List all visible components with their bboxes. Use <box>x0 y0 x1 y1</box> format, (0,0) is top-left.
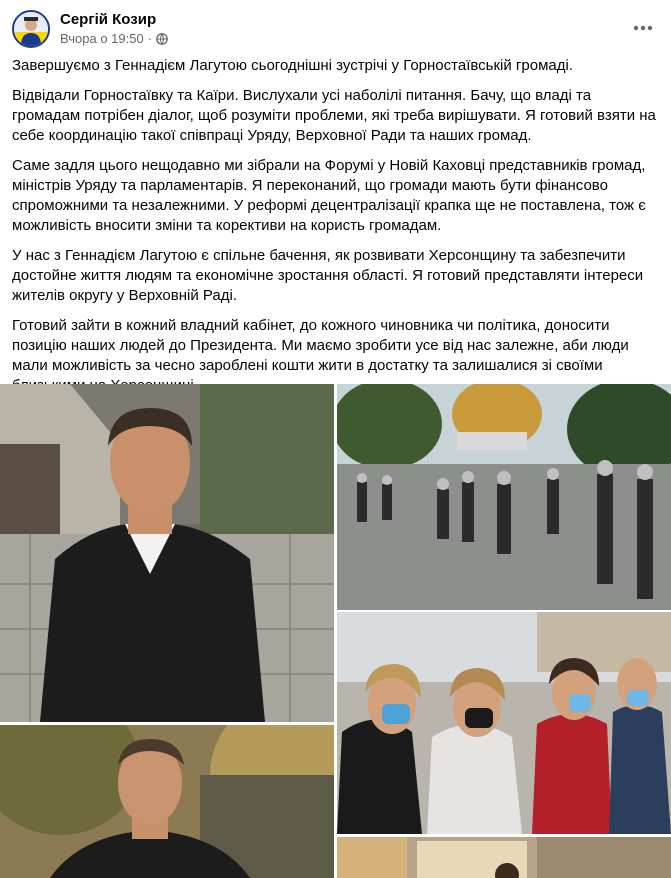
author-name[interactable]: Сергій Козир <box>60 11 157 28</box>
post-paragraph: Готовий зайти в кожний владний кабінет, до кожного чиновника чи політика, доносити позицію наших людей до Президента. Ми маємо зробити усе від нас залежне, аби люди мали можливість за чесно зароблені кошти жити в достатку та залишалися зі своїми <box>12 317 629 374</box>
post-paragraph: У нас з Геннадієм Лагутою є спільне бачення, як розвивати Херсонщину та забезпечити достойне життя людям та економічне зростання області. Я готовий представляти інтереси жителів округу у Верховній Раді. <box>12 247 644 304</box>
post-paragraph: Завершуємо з Геннадієм Лагутою сьогоднішні зустрічі у Горностаївській громаді. <box>12 57 573 74</box>
post-text <box>12 56 660 406</box>
post-meta <box>60 31 168 46</box>
post-paragraph: Відвідали Горностаївку та Каїри. Вислухали усі наболілі питання. Бачу, що владі та громадам потрібен діалог, щоб розуміти проблеми, які треба вирішувати. Я готовий взяти на себе координацію такої співпраці Уряду, Верховної Ради та наших громад. <box>12 87 656 144</box>
avatar[interactable] <box>12 10 50 48</box>
photo-man-black-jacket[interactable] <box>0 384 334 722</box>
photo-women-masks[interactable] <box>337 612 671 834</box>
photo-event-partial[interactable] <box>337 837 671 878</box>
photo-man-portrait[interactable] <box>0 725 334 878</box>
avatar-image <box>14 12 48 46</box>
post-timestamp[interactable]: Вчора о 19:50 <box>60 31 144 46</box>
post-paragraph: Саме задля цього нещодавно ми зібрали на Форумі у Новій Каховці представників громад, міністрів Уряду та парламентарів. Я переконаний, що громади мають бути фінансово спроможними та незалежними. У реформі децентралізації крапка ще не поставлена, тож є можливість вносити зміни та корективи на користь громадам. <box>12 157 646 234</box>
meta-separator: · <box>147 31 153 46</box>
photo-crowd-square[interactable] <box>337 384 671 610</box>
more-horizontal-icon <box>633 25 653 31</box>
more-options-button[interactable] <box>627 12 659 44</box>
globe-icon[interactable] <box>156 33 168 45</box>
post-header <box>0 0 671 56</box>
